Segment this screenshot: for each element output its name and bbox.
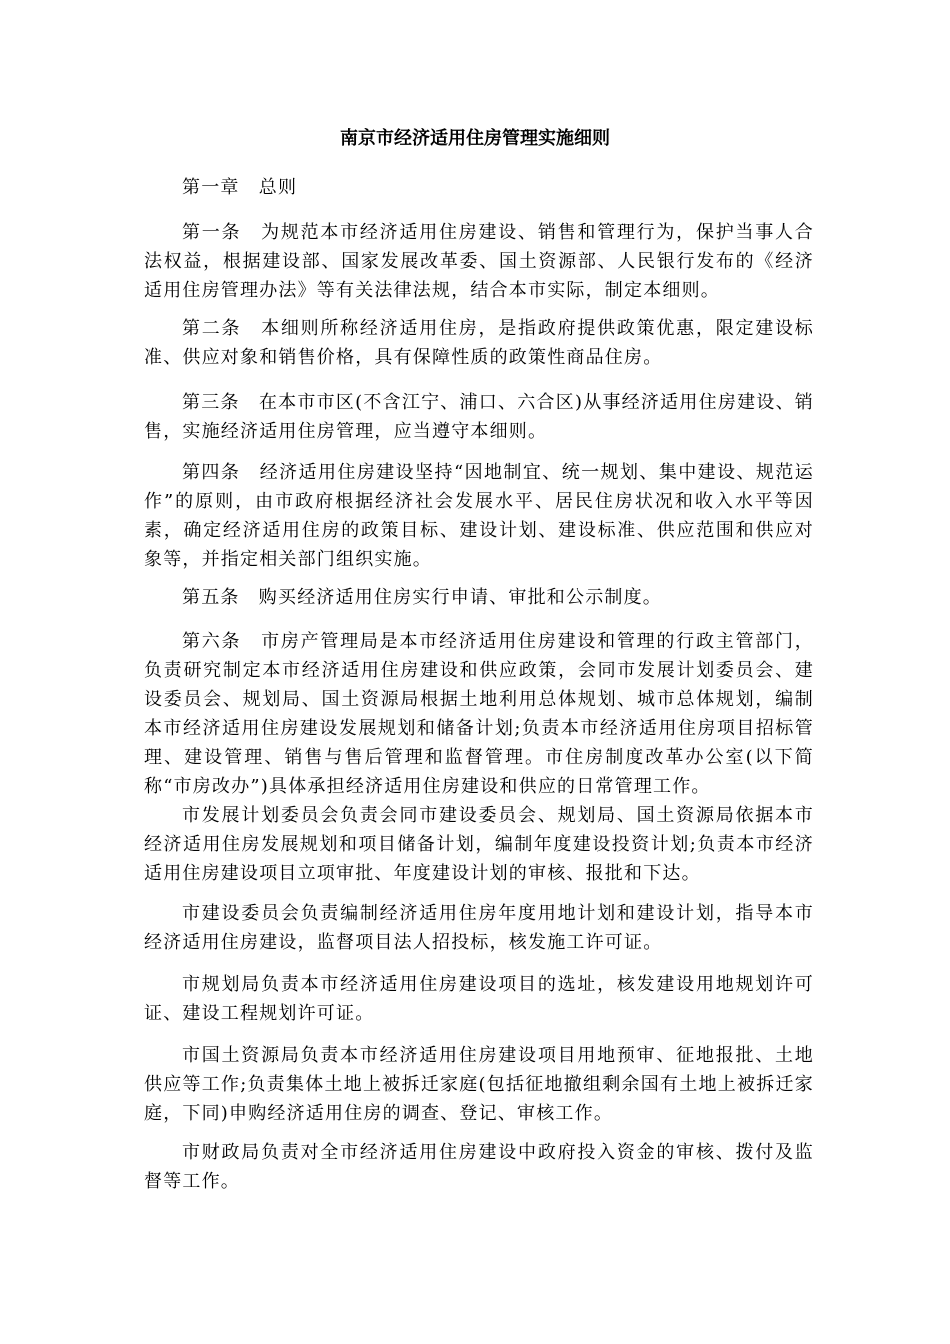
article-6: 第六条 市房产管理局是本市经济适用住房建设和管理的行政主管部门，负责研究制定本市经济适用住房建设和供应政策，会同市发展计划委员会、建设委员会、规划局、国土资源局根据土地利用总体规划、城市总体规划，编制本市经济适用住房建设发展规划和储备计划;负责本市经济适用住房项目招标管理、建设管理、销售与售后管理和监督管理。市住房制度改革办公室(以下简称“市房改办”)具体承担经济适用住房建设和供应的日常管理工作。 [144,631,814,797]
paragraph-finance-bureau: 市财政局负责对全市经济适用住房建设中政府投入资金的审核、拨付及监督等工作。 [144,1142,814,1192]
chapter-heading: 第一章 总则 [182,177,298,198]
paragraph-land-resources-bureau: 市国土资源局负责本市经济适用住房建设项目用地预审、征地报批、土地供应等工作;负责集体土地上被拆迁家庭(包括征地撤组剩余国有土地上被拆迁家庭，下同)申购经济适用住房的调查、登记、审核工作。 [144,1045,814,1124]
article-5: 第五条 购买经济适用住房实行申请、审批和公示制度。 [182,587,662,608]
article-3: 第三条 在本市市区(不含江宁、浦口、六合区)从事经济适用住房建设、销售，实施经济适用住房管理，应当遵守本细则。 [144,392,814,442]
article-2: 第二条 本细则所称经济适用住房，是指政府提供政策优惠，限定建设标准、供应对象和销售价格，具有保障性质的政策性商品住房。 [144,318,814,368]
paragraph-construction-committee: 市建设委员会负责编制经济适用住房年度用地计划和建设计划，指导本市经济适用住房建设，监督项目法人招投标，核发施工许可证。 [144,903,814,953]
document-title: 南京市经济适用住房管理实施细则 [340,128,610,149]
paragraph-development-planning-committee: 市发展计划委员会负责会同市建设委员会、规划局、国土资源局依据本市经济适用住房发展规划和项目储备计划，编制年度建设投资计划;负责本市经济适用住房建设项目立项审批、年度建设计划的审核、报批和下达。 [144,805,814,884]
article-1: 第一条 为规范本市经济适用住房建设、销售和管理行为，保护当事人合法权益，根据建设部、国家发展改革委、国土资源部、人民银行发布的《经济适用住房管理办法》等有关法律法规，结合本市实际，制定本细则。 [144,222,814,301]
paragraph-planning-bureau: 市规划局负责本市经济适用住房建设项目的选址，核发建设用地规划许可证、建设工程规划许可证。 [144,974,814,1024]
article-4: 第四条 经济适用住房建设坚持“因地制宜、统一规划、集中建设、规范运作”的原则，由市政府根据经济社会发展水平、居民住房状况和收入水平等因素，确定经济适用住房的政策目标、建设计划、建设标准、供应范围和供应对象等，并指定相关部门组织实施。 [144,462,814,570]
